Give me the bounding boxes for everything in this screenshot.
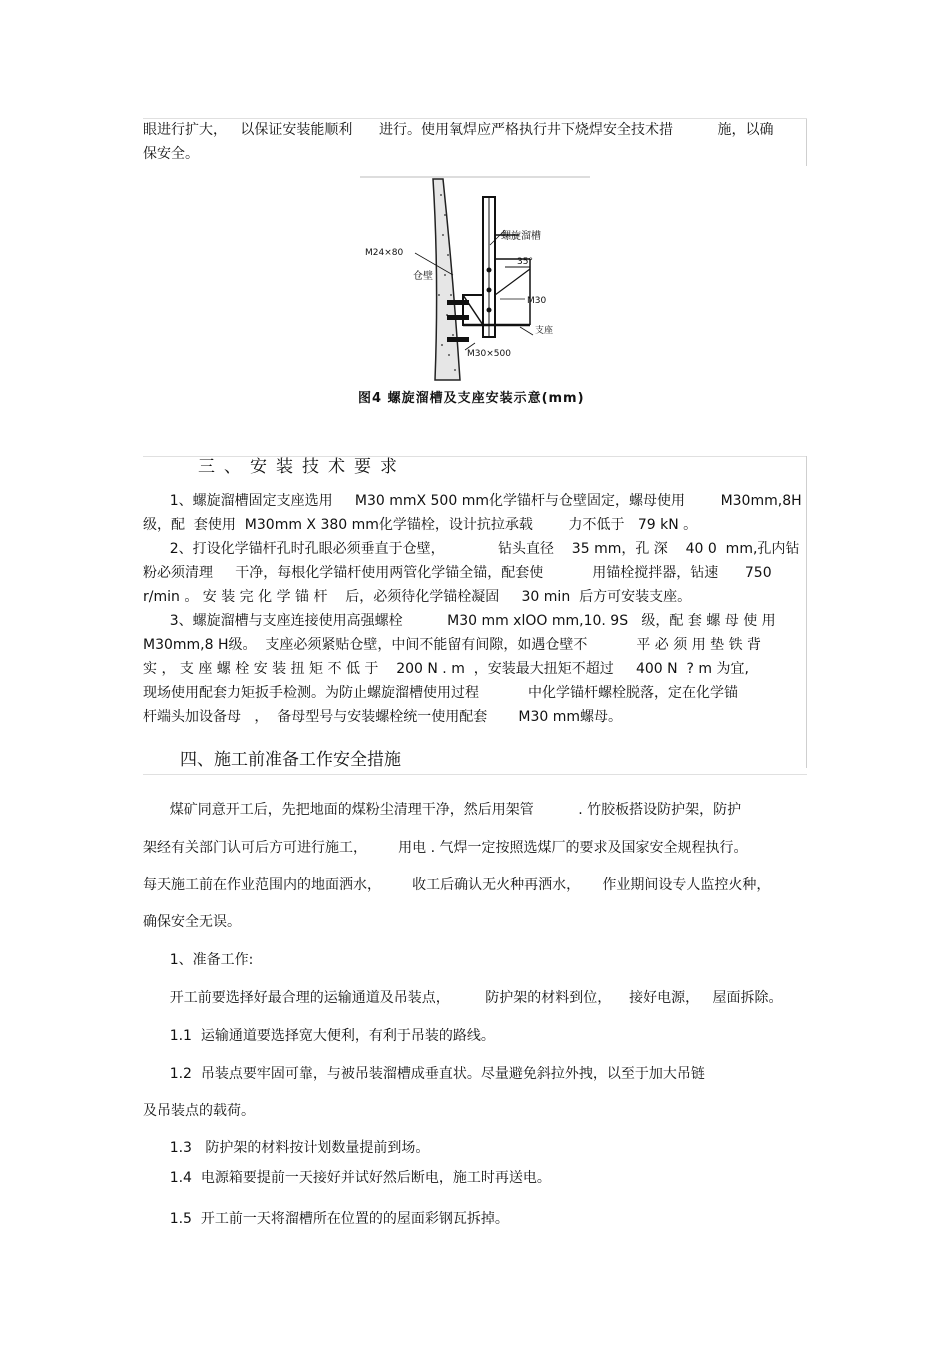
label-m30: M30 bbox=[527, 296, 547, 306]
label-angle: 35° bbox=[517, 257, 533, 267]
section3-heading: 三、安装技术要求 bbox=[198, 457, 406, 477]
prep-item-1-5: 1.5 开工前一天将溜槽所在位置的的屋面彩钢瓦拆掉。 bbox=[143, 1211, 509, 1227]
section3-paragraph-1: 1、螺旋溜槽固定支座选用 M30 mmX 500 mm化学锚杆与仓壁固定，螺母使用 M30mm,8H 级，配 套使用 M30mm X 380 mm化学锚栓，设计抗拉承载 力不低于 79 kN 。 bbox=[143, 493, 802, 533]
section4-heading: 四、施工前准备工作安全措施 bbox=[180, 750, 401, 770]
section4-rule bbox=[143, 774, 807, 775]
prep-item-1-3: 1.3 防护架的材料按计划数量提前到场。 bbox=[143, 1140, 430, 1156]
label-support: 支座 bbox=[535, 326, 554, 336]
section4-intro-line-2: 架经有关部门认可后方可进行施工， 用电 . 气焊一定按照选煤厂的要求及国家安全规程执行。 bbox=[143, 840, 748, 856]
prep-title: 1、准备工作: bbox=[143, 952, 254, 968]
section3-paragraph-2: 2、打设化学锚杆孔时孔眼必须垂直于仓壁， 钻头直径 35 mm，孔 深 40 0 mm,孔内钻 粉必须清理 干净，每根化学锚杆使用两管化学锚全锚，配套使 用锚栓搅拌器，钻速 750 r/min 。 安 装 完 化 学 锚 杆 后，必须待化学锚栓凝固 30 min 后方可安装支座。 bbox=[143, 541, 800, 605]
prep-item-1-2-cont: 及吊装点的载荷。 bbox=[143, 1103, 255, 1119]
prep-item-1-1: 1.1 运输通道要选择宽大便利，有利于吊装的路线。 bbox=[143, 1028, 495, 1044]
prep-intro: 开工前要选择好最合理的运输通道及吊装点， 防护架的材料到位， 接好电源， 屋面拆除。 bbox=[143, 990, 783, 1006]
section3-paragraph-3: 3、螺旋溜槽与支座连接使用高强螺栓 M30 mm xlOO mm,10. 9S 级，配 套 螺 母 使 用 M30mm,8 H级。 支座必须紧贴仓壁，中间不能留有间隙，如遇仓壁不 平 必 须 用 垫 铁 背 实 ， 支 座 螺 栓 安 装 扭 矩 不 低 于 200 N . m ，安装最大扭矩不超过 400 N ? m 为宜, 现场使用配套力矩扳手检测。为防止螺旋溜槽使用过程 中化学锚杆螺栓脱落，定在化学锚 杆端头加设备母 ， 备母型号与安装螺栓统一使用配套 M30 mm螺母。 bbox=[143, 613, 776, 725]
intro-line-2: 保安全。 bbox=[143, 146, 199, 162]
prep-item-1-4: 1.4 电源箱要提前一天接好并试好然后断电，施工时再送电。 bbox=[143, 1170, 551, 1186]
label-spiral-chute: 螺旋溜槽 bbox=[501, 231, 541, 242]
prep-item-1-2: 1.2 吊装点要牢固可靠，与被吊装溜槽成垂直状。尽量避免斜拉外拽，以至于加大吊链 bbox=[143, 1066, 705, 1082]
intro-line-1: 眼进行扩大， 以保证安装能顺利 进行。使用氧焊应严格执行井下烧焊安全技术措 施，以确 bbox=[143, 122, 774, 138]
label-bolt-bottom: M30×500 bbox=[467, 349, 511, 359]
figure-4-diagram bbox=[355, 175, 600, 410]
label-bolt-top: M24×80 bbox=[365, 248, 404, 258]
section4-intro-line-3: 每天施工前在作业范围内的地面洒水， 收工后确认无火种再洒水， 作业期间设专人监控火种， bbox=[143, 877, 771, 893]
section4-intro-line-1: 煤矿同意开工后，先把地面的煤粉尘清理干净，然后用架管 . 竹胶板搭设防护架，防护 bbox=[143, 802, 742, 818]
label-wall: 仓壁 bbox=[413, 271, 433, 282]
figure-caption: 图4 螺旋溜槽及支座安装示意(mm) bbox=[358, 391, 585, 406]
section4-intro-line-4: 确保安全无误。 bbox=[143, 914, 241, 930]
